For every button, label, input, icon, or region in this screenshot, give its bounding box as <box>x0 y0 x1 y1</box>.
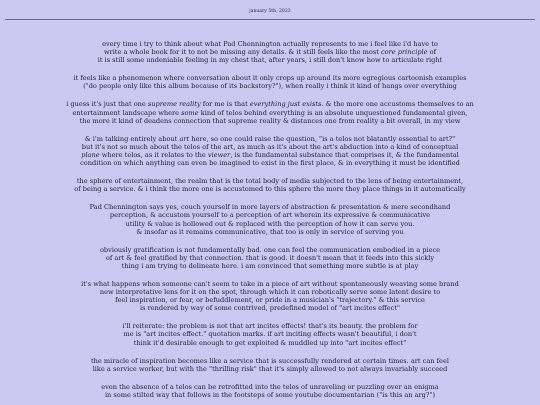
paragraph-line: & i'm talking entirely about art here, so one could raise the question, "is a telos not blatantly essential to art?" <box>84 134 456 143</box>
paragraph-line: the miracle of inspiration becomes like a service that is successfully rendered at certain times. art can feel <box>91 356 449 365</box>
paragraph-line: it feels like a phenomenon where conversation about it only crops up around its more egregious cartoonish examples <box>73 74 467 83</box>
paragraph <box>0 246 540 270</box>
entry-date: january 5th, 2023 <box>249 9 291 14</box>
paragraph-line: it's what happens when someone can't seem to take in a piece of art without spontaneously weaving some brand <box>81 279 459 288</box>
paragraph <box>0 383 540 399</box>
paragraph-line: me is "art incites effect." quotation marks. if art inciting effects wasn't beautiful, i don't <box>123 330 417 339</box>
entry-body <box>0 30 540 399</box>
paragraph-line: perception, & accustom yourself to a perception of art wherein its expressive & communicative <box>109 211 431 220</box>
paragraph-line: new interpretative lens for it on the spot, through which it can robotically serve some latent desire to <box>99 288 441 297</box>
paragraph-line: obviously gratification is not fundamentally bad. one can feel the communication embodied in a piece <box>99 245 441 254</box>
paragraph <box>0 177 540 193</box>
paragraph-line: in some stilted way that follows in the footsteps of some youtube documentarian ("is this an arg?") <box>104 390 436 399</box>
paragraph-line: condition on which anything can even be imagined to exist in the first place, & in everything it must be identified <box>80 159 460 168</box>
paragraph-line: plane where telos, as it relates to the viewer, is the fundamental substance that comprises it, & the fundamental <box>81 150 459 159</box>
paragraph-line: think it'd desirable enough to get exploited & muddled up into "art incites effect" <box>133 338 407 347</box>
paragraph-line: write a whole book for it to not be missing any details. & it still feels like the most core principle of <box>103 48 437 57</box>
paragraph <box>0 40 540 64</box>
paragraph-line: is rendered by way of some contrived, predefined model of "art incites effect" <box>139 304 401 313</box>
paragraph <box>0 74 540 90</box>
paragraph-line: of being a service. & i think the more one is accustomed to this sphere the more they place things in it automatically <box>74 185 466 194</box>
paragraph-line: even the absence of a telos can be retrofitted into the telos of unraveling or puzzling over an enigma <box>101 382 439 391</box>
header-divider <box>5 19 535 20</box>
paragraph <box>0 100 540 124</box>
paragraph-line: Pad Chennington says yes, couch yourself in more layers of abstraction & presentation & mere secondhand <box>89 203 451 212</box>
paragraph <box>0 322 540 346</box>
paragraph-line: of art & feel gratified by that connection. that is good. it doesn't mean that it feeds into this sickly <box>105 253 435 262</box>
paragraph <box>0 357 540 373</box>
paragraph-line: but it's not so much about the telos of the art, as much as it's about the art's abduction into a kind of conceptual <box>81 142 459 151</box>
paragraph-line: i guess it's just that one supreme reality for me is that everything just exists. & the more one accustoms themselves to an <box>66 100 474 109</box>
paragraph-line: i'll reiterate: the problem is not that art incites effects! that's its beauty. the problem for <box>122 322 418 331</box>
paragraph-line: entertainment landscape where some kind of telos behind everything is an absolute unquestioned fundamental given, <box>72 108 468 117</box>
paragraph-line: feel inspiration, or fear, or befuddlement, or pride in a musician's "trajectory." & this service <box>115 296 425 305</box>
paragraph-line: & insofar as it remains communicative, that too is only in service of serving you <box>136 227 404 236</box>
paragraph-line: the sphere of entertainment, the realm that is the total body of media subjected to the lens of being entertainment, <box>76 177 464 186</box>
paragraph-line: ("do people only like this album because of its backstory?"), when really i think it kind of hangs over everything <box>83 82 457 91</box>
paragraph <box>0 135 540 167</box>
paragraph <box>0 280 540 312</box>
paragraph-line: like a service worker, but with the "thrilling risk" that it's simply allowed to not always invariably succeed <box>92 364 448 373</box>
paragraph-line: thing i am trying to delineate here. i am convinced that something more subtle is at play <box>121 261 419 270</box>
paragraph-line: every time i try to think about what Pad Chennington actually represents to me i feel like i'd have to <box>102 40 438 48</box>
paragraph-line: it is still some undeniable feeling in my chest that, after years, i still don't know how to articulate right <box>97 56 443 65</box>
paragraph-line: the more it kind of deadens connection that supreme reality & distances one from reality a bit overall, in my view <box>79 116 461 125</box>
paragraph-line: utility & value is hollowed out & replaced with the perception of how it can serve you. <box>125 219 415 228</box>
paragraph <box>0 203 540 235</box>
